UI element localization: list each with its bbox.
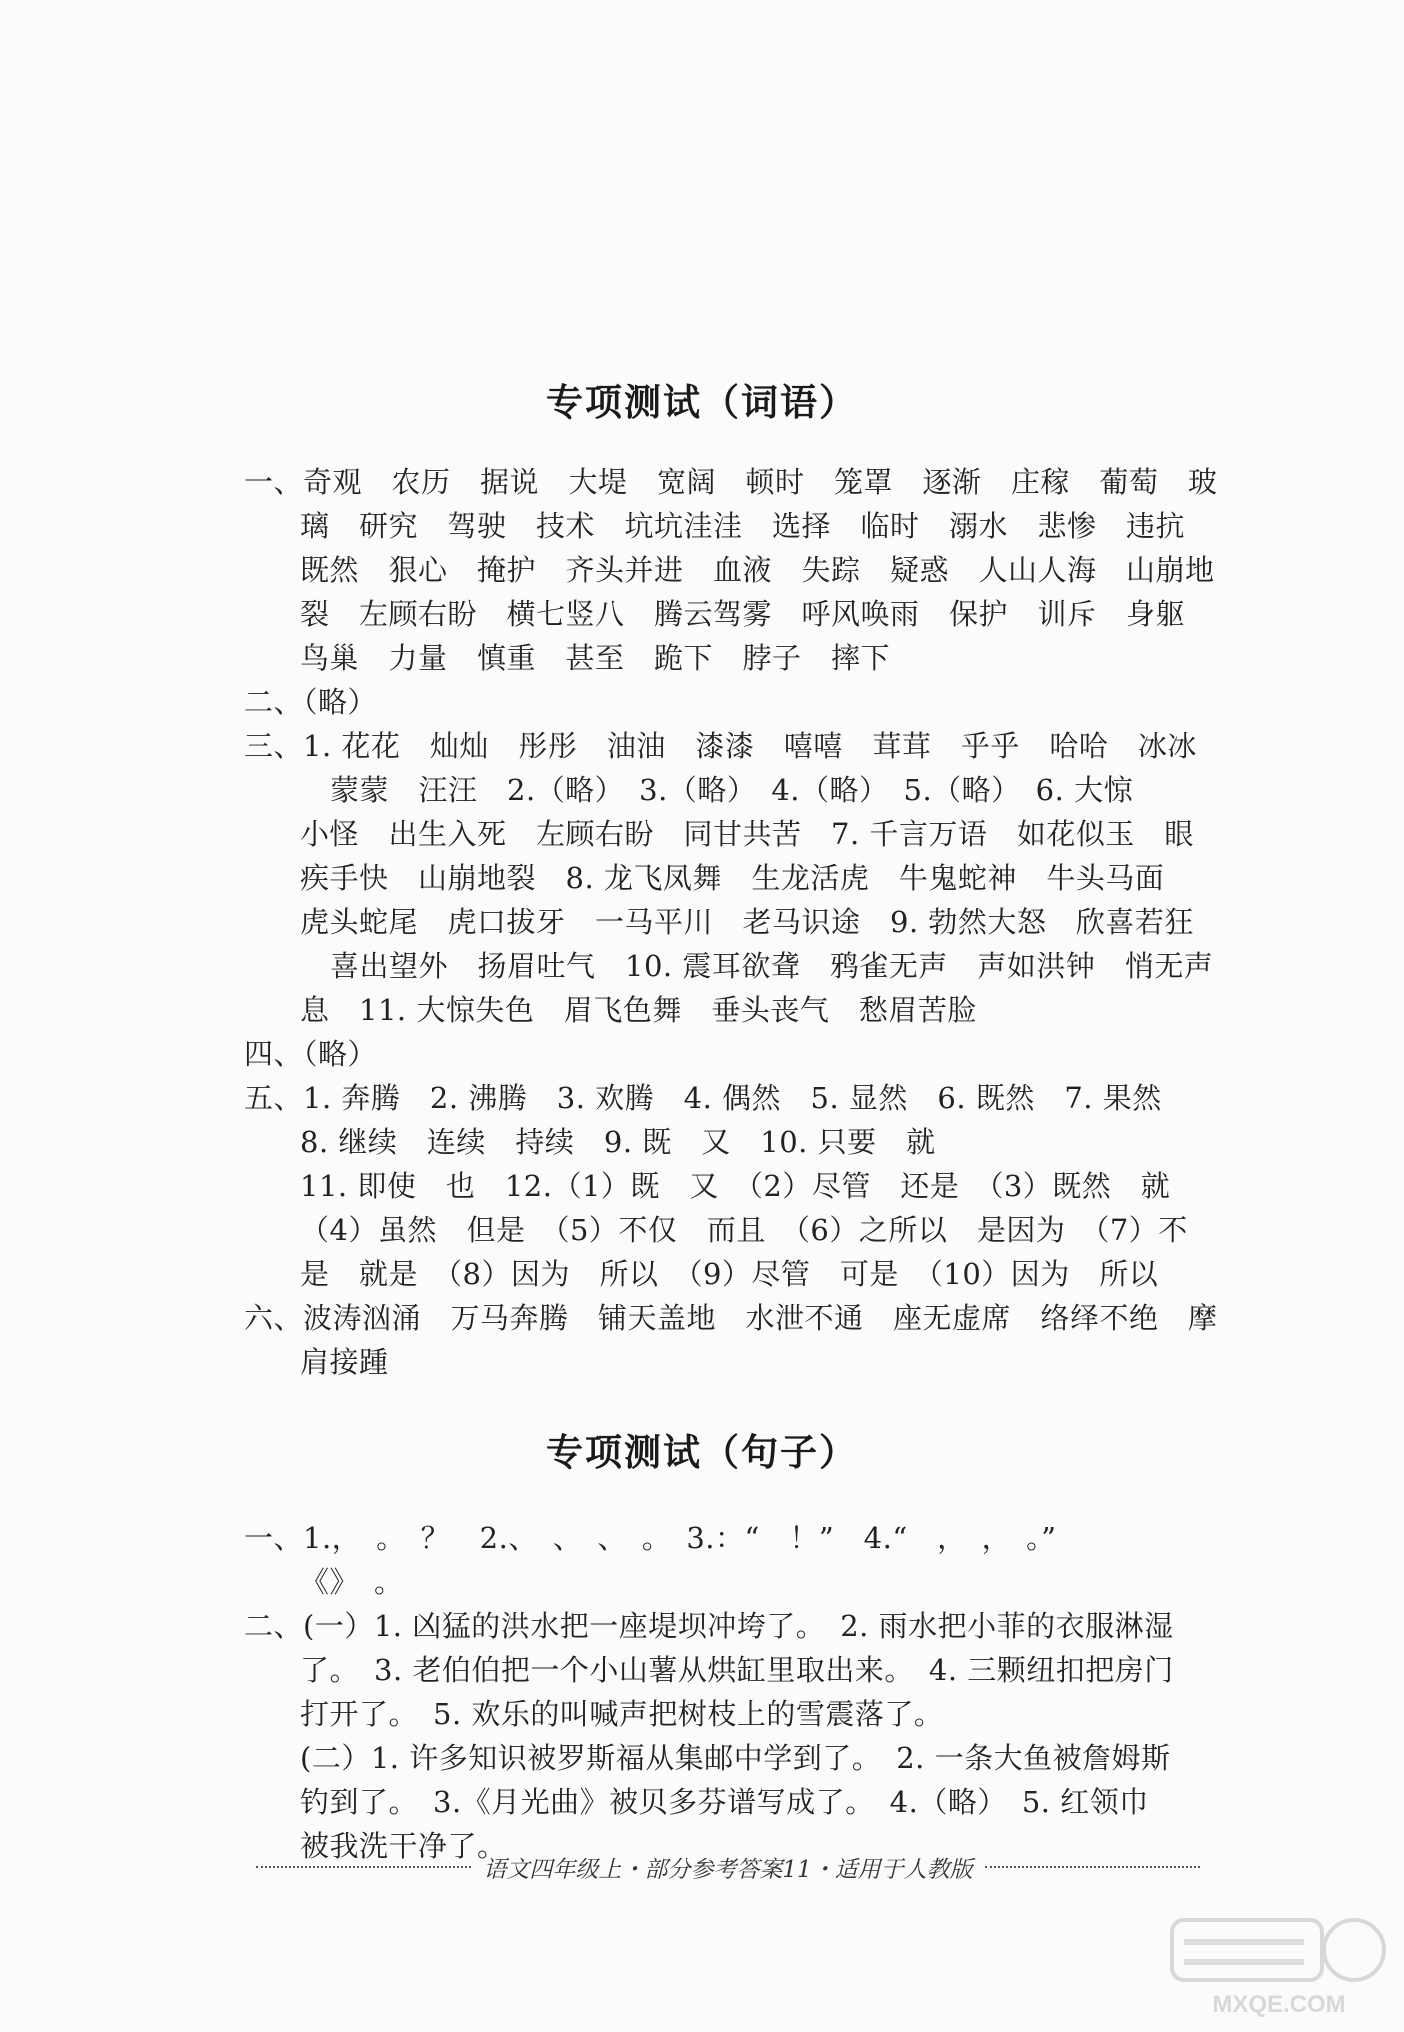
words-line: 小怪 出生入死 左顾右盼 同甘共苦 7. 千言万语 如花似玉 眼 — [300, 817, 1194, 851]
section-heading-words: 专项测试（词语） — [546, 381, 858, 424]
watermark-text: MXQE.COM — [1212, 1991, 1346, 2018]
sentences-line: 一、1.， 。 ？ 2.、 、 、 。 3.：“ ！” 4.“ ， ， 。” — [244, 1521, 1057, 1555]
words-line: 鸟巢 力量 慎重 甚至 跪下 脖子 摔下 — [300, 641, 891, 675]
words-line: 是 就是 （8）因为 所以 （9）尽管 可是 （10）因为 所以 — [300, 1257, 1159, 1291]
words-line: 六、波涛汹涌 万马奔腾 铺天盖地 水泄不通 座无虚席 络绎不绝 摩 — [244, 1301, 1218, 1335]
words-line: 息 11. 大惊失色 眉飞色舞 垂头丧气 愁眉苦脸 — [300, 993, 977, 1027]
sentences-line: 《》 。 — [300, 1565, 404, 1599]
page-footer — [244, 1850, 1212, 1884]
sentences-line: (二）1. 许多知识被罗斯福从集邮中学到了。 2. 一条大鱼被詹姆斯 — [300, 1741, 1171, 1775]
footer-dotted-rule — [256, 1866, 471, 1868]
sentences-line: 二、(一）1. 凶猛的洪水把一座堤坝冲垮了。 2. 雨水把小菲的衣服淋湿 — [244, 1609, 1174, 1643]
footer-text: 语文四年级上・部分参考答案11・适用于人教版 — [483, 1856, 973, 1883]
words-line: 虎头蛇尾 虎口拔牙 一马平川 老马识途 9. 勃然大怒 欣喜若狂 — [300, 905, 1194, 939]
words-line: 一、奇观 农历 据说 大堤 宽阔 顿时 笼罩 逐渐 庄稼 葡萄 玻 — [244, 465, 1218, 499]
words-line: 三、1. 花花 灿灿 彤彤 油油 漆漆 嘻嘻 茸茸 乎乎 哈哈 冰冰 — [244, 729, 1197, 763]
sentences-line: 被我洗干净了。 — [300, 1829, 507, 1863]
words-line: 疾手快 山崩地裂 8. 龙飞凤舞 生龙活虎 牛鬼蛇神 牛头马面 — [300, 861, 1165, 895]
words-line: 蒙蒙 汪汪 2.（略） 3.（略） 4.（略） 5.（略） 6. 大惊 — [330, 773, 1134, 807]
words-line: 8. 继续 连续 持续 9. 既 又 10. 只要 就 — [300, 1125, 936, 1159]
sentences-line: 打开了。 5. 欢乐的叫喊声把树枝上的雪震落了。 — [300, 1697, 944, 1731]
words-line: 二、（略） — [244, 685, 378, 719]
words-line: 肩接踵 — [300, 1345, 389, 1379]
sentences-line: 钓到了。 3.《月光曲》被贝多芬谱写成了。 4.（略） 5. 红领巾 — [300, 1785, 1149, 1819]
words-line: 裂 左顾右盼 横七竖八 腾云驾雾 呼风唤雨 保护 训斥 身躯 — [300, 597, 1186, 631]
words-line: 既然 狠心 掩护 齐头并进 血液 失踪 疑惑 人山人海 山崩地 — [300, 553, 1215, 587]
footer-dotted-rule — [985, 1866, 1200, 1868]
words-line: 喜出望外 扬眉吐气 10. 震耳欲聋 鸦雀无声 声如洪钟 悄无声 — [330, 949, 1214, 983]
watermark-logo-icon — [1164, 1912, 1394, 2022]
words-line: 璃 研究 驾驶 技术 坑坑洼洼 选择 临时 溺水 悲惨 违抗 — [300, 509, 1186, 543]
section-heading-sentences: 专项测试（句子） — [546, 1431, 858, 1474]
sentences-line: 了。 3. 老伯伯把一个小山薯从烘缸里取出来。 4. 三颗纽扣把房门 — [300, 1653, 1174, 1687]
words-line: 五、1. 奔腾 2. 沸腾 3. 欢腾 4. 偶然 5. 显然 6. 既然 7. 果然 — [244, 1081, 1162, 1115]
words-line: 四、（略） — [244, 1037, 378, 1071]
words-line: 11. 即使 也 12.（1）既 又 （2）尽管 还是 （3）既然 就 — [300, 1169, 1171, 1203]
words-line: （4）虽然 但是 （5）不仅 而且 （6）之所以 是因为 （7）不 — [300, 1213, 1188, 1247]
